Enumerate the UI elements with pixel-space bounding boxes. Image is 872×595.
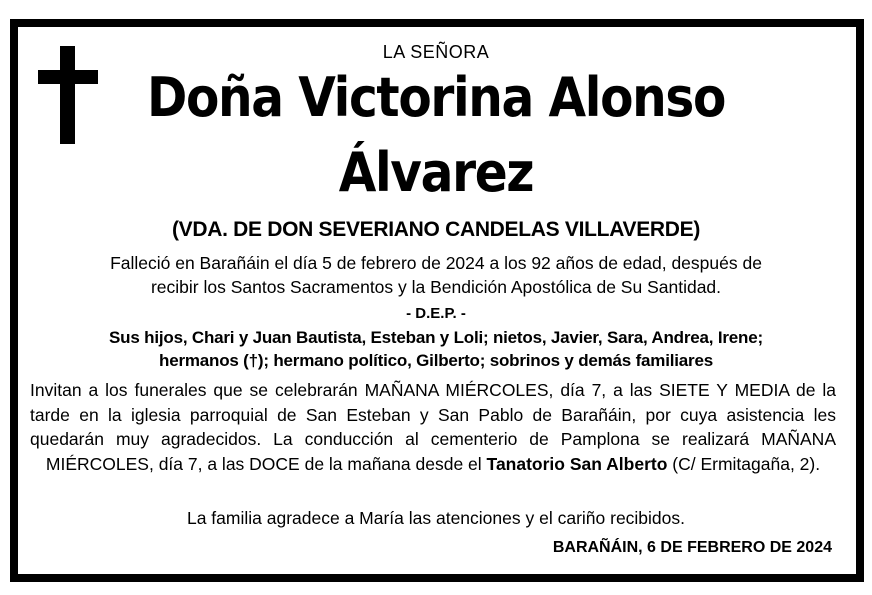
funeral-home: Tanatorio San Alberto — [486, 453, 668, 474]
invitation-text: Invitan a los funerales que se celebrarán MAÑANA MIÉRCOLES, día 7, a las SIETE Y MEDIA de la tarde en la iglesia parroquial de San Esteban y San Pablo de Barañáin, por cuya asistencia les quedarán muy agradecidos. La conducción al cementerio de Pamplona se realizará MAÑANA MIÉRCOLES, día 7, a las DOCE de la mañana desde el — [30, 380, 836, 474]
deceased-name-line1: Doña Victorina Alonso — [146, 66, 726, 129]
widow-of: (VDA. DE DON SEVERIANO CANDELAS VILLAVERDE) — [171, 218, 701, 241]
death-line-2: recibir los Santos Sacramentos y la Bendición Apostólica de Su Santidad. — [150, 277, 722, 297]
death-line-1: Falleció en Barañáin el día 5 de febrero de 2024 a los 92 años de edad, después de — [110, 253, 762, 273]
place-date: BARAÑÁIN, 6 DE FEBRERO DE 2024 — [552, 539, 832, 556]
funeral-invitation — [30, 378, 836, 476]
death-notice — [20, 251, 852, 299]
thanks-note: La familia agradece a María las atenciones y el cariño recibidos. — [186, 508, 686, 528]
rip-label: - D.E.P. - — [406, 305, 466, 322]
pre-title: LA SEÑORA — [382, 42, 490, 62]
funeral-home-address: (C/ Ermitagaña, 2). — [667, 453, 821, 474]
deceased-name-line2: Álvarez — [338, 141, 534, 204]
family-list — [20, 326, 852, 372]
family-line-2: hermanos (†); hermano político, Gilberto; sobrinos y demás familiares — [159, 351, 713, 370]
family-line-1: Sus hijos, Chari y Juan Bautista, Esteban y Loli; nietos, Javier, Sara, Andrea, Irene; — [109, 328, 763, 347]
